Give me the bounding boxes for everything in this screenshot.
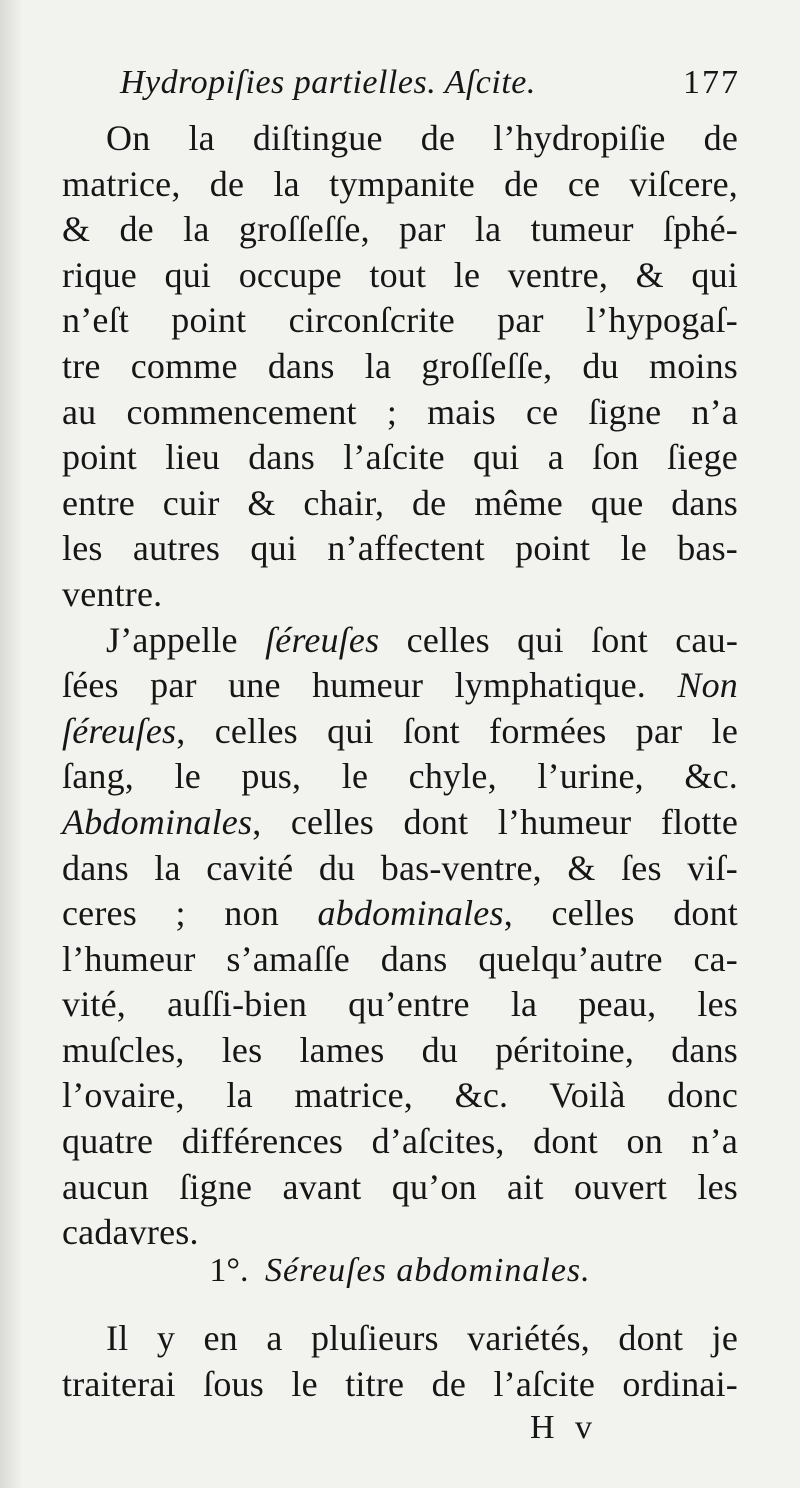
text-line: entre cuir & chair, de même que dans (62, 482, 738, 523)
section-heading (0, 1246, 800, 1296)
text-run: , celles dont (503, 893, 738, 934)
text-line: dans la cavité du bas-ventre, & ſes viſ- (62, 847, 738, 888)
text-run: ſées par une humeur lymphatique. (62, 665, 678, 706)
text-line: muſcles, les lames du péritoine, dans (62, 1029, 738, 1070)
text-line: ſang, le pus, le chyle, l’urine, &c. (62, 756, 738, 797)
text-line: aucun ſigne avant qu’on ait ouvert les (62, 1166, 738, 1207)
page-number: 177 (683, 64, 740, 101)
text-line (62, 709, 738, 755)
text-run: , celles qui ſont formées par le (176, 710, 738, 751)
text-line (62, 891, 738, 937)
text-line: au commencement ; mais ce ſigne n’a (62, 391, 738, 432)
italic-term: Abdominales (62, 801, 253, 842)
text-line: traiterai ſous le titre de l’aſcite ordinai- (62, 1363, 738, 1404)
text-line: ventre. (62, 573, 163, 614)
text-line (62, 663, 738, 709)
text-line: les autres qui n’affectent point le bas- (62, 528, 738, 569)
text-line: matrice, de la tympanite de ce viſcere, (62, 163, 738, 204)
italic-term: Non (677, 665, 738, 706)
italic-term: ſéreuſes (265, 619, 380, 660)
text-line: quatre différences d’aſcites, dont on n’a (62, 1121, 738, 1162)
text-run: , celles dont l’humeur flotte (252, 801, 738, 842)
text-line: l’humeur s’amaſſe dans quelqu’autre ca- (62, 938, 738, 979)
running-title: Hydropiſies partielles. Aſcite. (120, 64, 536, 101)
text-line: l’ovaire, la matrice, &c. Voilà donc (62, 1075, 738, 1116)
text-line: On la diſtingue de l’hydropiſie de (106, 118, 738, 158)
page-header (120, 58, 740, 108)
text-line: tre comme dans la groſſeſſe, du moins (62, 345, 738, 386)
text-run: J’appelle (106, 619, 266, 660)
text-line (62, 800, 738, 846)
text-line: Il y en a pluſieurs variétés, dont je (106, 1318, 738, 1358)
text-line: point lieu dans l’aſcite qui a ſon ſiege (62, 437, 738, 478)
section-title: Séreuſes abdominales. (264, 1252, 591, 1289)
italic-term: ſéreuſes (62, 710, 177, 751)
text-line: vité, auſſi-bien qu’entre la peau, les (62, 984, 738, 1025)
section-number: 1°. (209, 1252, 249, 1289)
section-text (62, 1316, 738, 1407)
text-line: n’eſt point circonſcrite par l’hypogaſ- (62, 300, 738, 341)
text-run: celles qui ſont cau- (379, 619, 739, 660)
main-text (62, 116, 738, 1256)
text-line: & de la groſſeſſe, par la tumeur ſphé- (62, 209, 738, 250)
text-line (62, 618, 738, 664)
signature-mark: H v (530, 1409, 599, 1446)
text-run: ceres ; non (62, 893, 318, 934)
italic-term: abdominales (317, 893, 504, 934)
text-line: cadavres. (62, 1212, 199, 1253)
text-line: rique qui occupe tout le ventre, & qui (62, 254, 738, 295)
